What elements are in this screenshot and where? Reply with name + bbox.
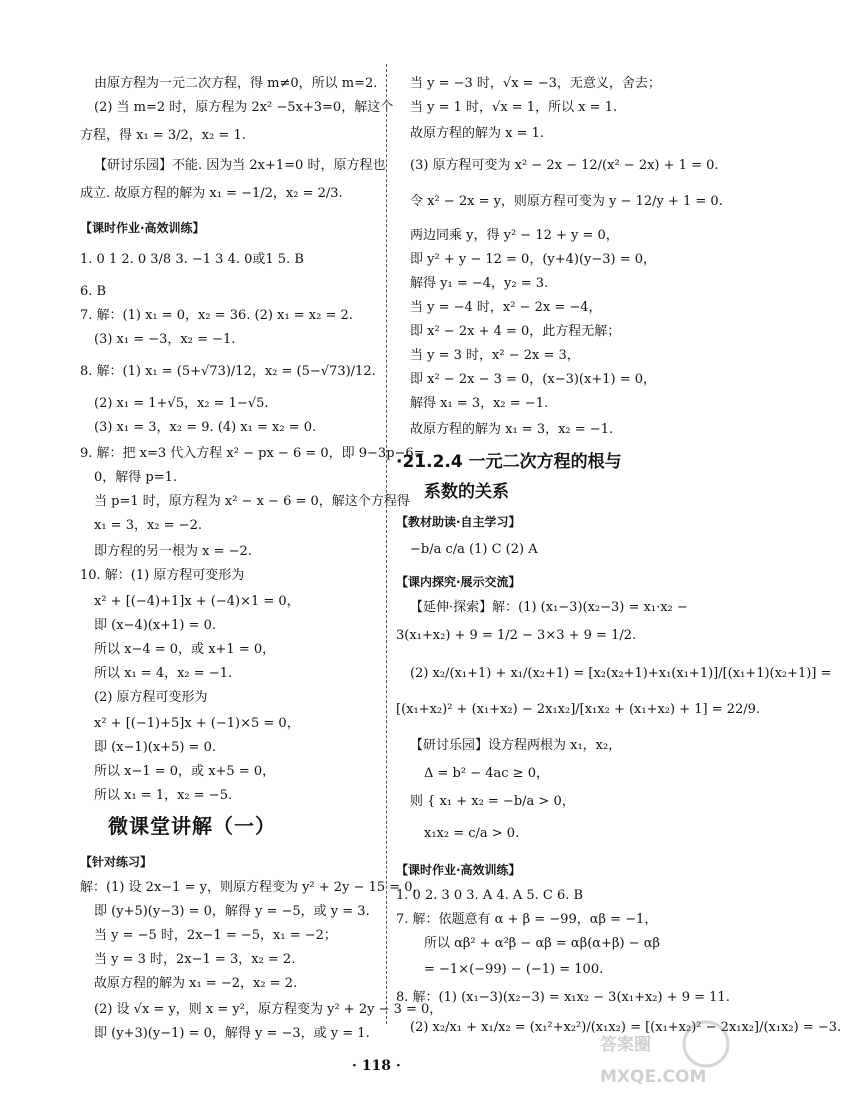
left-text-line: 由原方程为一元二次方程，得 m≠0，所以 m=2. [94, 76, 378, 91]
left-text-line: 1. 0 1 2. 0 3/8 3. −1 3 4. 0或1 5. B [80, 252, 304, 267]
right-text-line: 解得 y₁ = −4，y₂ = 3. [410, 276, 549, 291]
left-text-line: (3) x₁ = 3，x₂ = 9. (4) x₁ = x₂ = 0. [94, 420, 317, 435]
right-text-line: 系数的关系 [424, 482, 509, 502]
left-text-line: 所以 x−1 = 0，或 x+5 = 0， [94, 764, 276, 779]
right-text-line: ·21.2.4 一元二次方程的根与 [396, 452, 622, 472]
watermark-circle [684, 1022, 728, 1066]
right-text-line: 当 y = −4 时，x² − 2x = −4， [410, 300, 602, 315]
left-text-line: 当 y = 3 时，2x−1 = 3，x₂ = 2. [94, 952, 296, 967]
left-text-line: 【研讨乐园】不能. 因为当 2x+1=0 时，原方程也 [94, 158, 386, 173]
right-text-line: −b/a c/a (1) C (2) A [410, 542, 538, 557]
left-text-line: x² + [(−1)+5]x + (−1)×5 = 0， [94, 716, 300, 731]
left-text-line: 微课堂讲解（一） [108, 814, 276, 838]
right-text-line: 故原方程的解为 x₁ = 3，x₂ = −1. [410, 422, 614, 437]
right-text-line: 【教材助读·自主学习】 [396, 515, 521, 529]
right-text-line: 即 x² − 2x − 3 = 0，(x−3)(x+1) = 0， [410, 372, 656, 387]
right-text-line: = −1×(−99) − (−1) = 100. [424, 962, 604, 977]
right-text-line: 【课内探究·展示交流】 [396, 575, 521, 589]
right-text-line: 8. 解：(1) (x₁−3)(x₂−3) = x₁x₂ − 3(x₁+x₂) + 9 = 11. [396, 990, 730, 1005]
left-text-line: 即 (y+3)(y−1) = 0，解得 y = −3，或 y = 1. [94, 1026, 370, 1041]
right-text-line: 两边同乘 y，得 y² − 12 + y = 0， [410, 228, 619, 243]
left-text-line: 【针对练习】 [80, 855, 153, 869]
left-text-line: x² + [(−4)+1]x + (−4)×1 = 0， [94, 594, 300, 609]
left-text-line: 10. 解：(1) 原方程可变形为 [80, 568, 245, 583]
left-text-line: 【课时作业·高效训练】 [80, 221, 205, 235]
left-text-line: 即 (y+5)(y−3) = 0，解得 y = −5，或 y = 3. [94, 904, 370, 919]
right-text-line: (2) x₂/x₁ + x₁/x₂ = (x₁²+x₂²)/(x₁x₂) = [(x₁+x₂)² − 2x₁x₂]/(x₁x₂) = −3. [410, 1020, 841, 1035]
left-text-line: 9. 解：把 x=3 代入方程 x² − px − 6 = 0，即 9−3p−6= [80, 446, 425, 461]
left-text-line: (2) 设 √x = y，则 x = y²，原方程变为 y² + 2y − 3 = 0， [94, 1002, 443, 1017]
right-text-line: 3(x₁+x₂) + 9 = 1/2 − 3×3 + 9 = 1/2. [396, 628, 637, 643]
left-text-line: 解：(1) 设 2x−1 = y，则原方程变为 y² + 2y − 15 = 0， [80, 880, 426, 895]
right-text-line: 所以 αβ² + α²β − αβ = αβ(α+β) − αβ [424, 936, 660, 951]
left-text-line: 6. B [80, 284, 107, 299]
right-text-line: x₁x₂ = c/a > 0. [424, 826, 520, 841]
watermark-url: MXQE.COM [600, 1067, 707, 1087]
right-text-line: 7. 解：依题意有 α + β = −99，αβ = −1， [396, 912, 658, 927]
right-text-line: 【研讨乐园】设方程两根为 x₁，x₂， [410, 738, 622, 753]
left-text-line: 所以 x₁ = 1，x₂ = −5. [94, 788, 233, 803]
right-text-line: (3) 原方程可变为 x² − 2x − 12/(x² − 2x) + 1 = 0. [410, 158, 719, 173]
right-text-line: 【课时作业·高效训练】 [396, 863, 521, 877]
watermark-logo [596, 1014, 736, 1094]
left-text-line: 方程，得 x₁ = 3/2，x₂ = 1. [80, 128, 246, 143]
left-text-line: 即 (x−1)(x+5) = 0. [94, 740, 216, 755]
left-text-line: 所以 x₁ = 4，x₂ = −1. [94, 666, 233, 681]
right-text-line: 令 x² − 2x = y，则原方程可变为 y − 12/y + 1 = 0. [410, 194, 723, 209]
left-text-line: (2) 当 m=2 时，原方程为 2x² −5x+3=0，解这个 [94, 100, 394, 115]
right-text-line: 解得 x₁ = 3，x₂ = −1. [410, 396, 549, 411]
right-text-line: 则 { x₁ + x₂ = −b/a > 0， [410, 794, 575, 809]
left-text-line: (2) 原方程可变形为 [94, 690, 208, 705]
right-text-line: 故原方程的解为 x = 1. [410, 126, 545, 141]
right-text-line: 即 x² − 2x + 4 = 0，此方程无解； [410, 324, 621, 339]
right-text-line: 当 y = 1 时，√x = 1，所以 x = 1. [410, 100, 618, 115]
right-text-line: 当 y = 3 时，x² − 2x = 3， [410, 348, 580, 363]
column-divider [386, 64, 387, 1024]
right-text-line: Δ = b² − 4ac ≥ 0， [424, 766, 549, 781]
right-text-line: 当 y = −3 时，√x = −3，无意义，舍去； [410, 76, 661, 91]
left-text-line: 当 y = −5 时，2x−1 = −5，x₁ = −2； [94, 928, 337, 943]
left-text-line: (2) x₁ = 1+√5，x₂ = 1−√5. [94, 396, 269, 411]
right-text-line: 【延伸·探索】解：(1) (x₁−3)(x₂−3) = x₁·x₂ − [410, 600, 688, 615]
right-text-line: 即 y² + y − 12 = 0，(y+4)(y−3) = 0， [410, 252, 657, 267]
left-text-line: 7. 解：(1) x₁ = 0，x₂ = 36. (2) x₁ = x₂ = 2. [80, 308, 353, 323]
left-text-line: 所以 x−4 = 0，或 x+1 = 0， [94, 642, 276, 657]
left-text-line: 当 p=1 时，原方程为 x² − x − 6 = 0，解这个方程得 [94, 494, 410, 509]
left-text-line: 成立. 故原方程的解为 x₁ = −1/2，x₂ = 2/3. [80, 186, 343, 201]
right-text-line: 1. 0 2. 3 0 3. A 4. A 5. C 6. B [396, 888, 584, 903]
left-text-line: x₁ = 3，x₂ = −2. [94, 518, 202, 533]
left-text-line: 即 (x−4)(x+1) = 0. [94, 618, 216, 633]
watermark-text: 答案圈 [600, 1035, 651, 1055]
left-text-line: (3) x₁ = −3，x₂ = −1. [94, 332, 236, 347]
right-text-line: [(x₁+x₂)² + (x₁+x₂) − 2x₁x₂]/[x₁x₂ + (x₁+x₂) + 1] = 22/9. [396, 702, 761, 717]
left-text-line: 即方程的另一根为 x = −2. [94, 544, 252, 559]
right-text-line: (2) x₂/(x₁+1) + x₁/(x₂+1) = [x₂(x₂+1)+x₁(x₁+1)]/[(x₁+1)(x₂+1)] = [410, 666, 832, 681]
page-number: · 118 · [352, 1058, 401, 1074]
left-text-line: 8. 解：(1) x₁ = (5+√73)/12，x₂ = (5−√73)/12. [80, 364, 376, 379]
left-text-line: 故原方程的解为 x₁ = −2，x₂ = 2. [94, 976, 298, 991]
left-text-line: 0，解得 p=1. [94, 470, 178, 485]
